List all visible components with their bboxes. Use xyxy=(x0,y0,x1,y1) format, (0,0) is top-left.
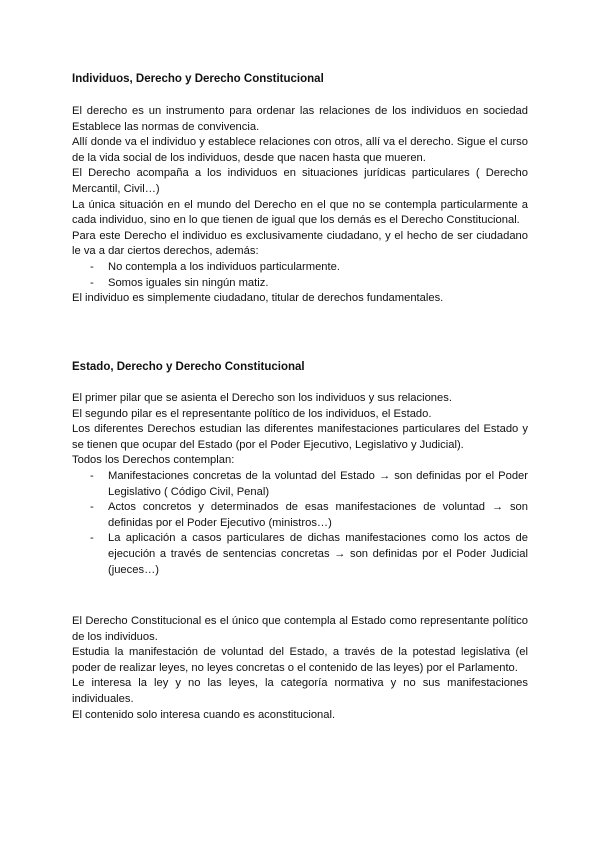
list-item xyxy=(72,531,528,578)
paragraph: El contenido solo interesa cuando es aconstitucional. xyxy=(72,708,336,721)
paragraph: El derecho es un instrumento para ordenar las relaciones de los individuos en sociedad Establece las normas de convivencia. xyxy=(72,105,528,133)
paragraph: Para este Derecho el individuo es exclusivamente ciudadano, y el hecho de ser ciudadano le va a dar ciertos derechos, además: xyxy=(72,229,528,258)
bullet-list xyxy=(72,260,528,291)
bullet-marker: - xyxy=(90,532,94,545)
section2-body xyxy=(72,391,528,578)
list-item-text: Somos iguales sin ningún matiz. xyxy=(108,276,269,289)
section1-body xyxy=(72,104,528,307)
paragraph: Los diferentes Derechos estudian las diferentes manifestaciones particulares del Estado y se tienen que ocupar del Estado (por el Poder Ejecutivo, Legislativo y Judicial). xyxy=(72,423,528,451)
paragraph: El primer pilar que se asienta el Derecho son los individuos y sus relaciones. xyxy=(72,392,452,404)
list-item xyxy=(72,260,528,276)
paragraph: El segundo pilar es el representante político de los individuos, el Estado. xyxy=(72,407,432,420)
section1-title: Individuos, Derecho y Derecho Constitucional xyxy=(72,73,324,85)
list-item-text: Manifestaciones concretas de la voluntad del Estado → son definidas por el Poder Legislativo ( Código Civil, Penal) xyxy=(108,469,528,498)
paragraph: El individuo es simplemente ciudadano, titular de derechos fundamentales. xyxy=(72,292,444,305)
paragraph: Allí donde va el individuo y establece relaciones con otros, allí va el derecho. Sigue el curso de la vida social de los individuos, desde que nacen hasta que mueren. xyxy=(72,136,528,164)
bullet-marker: - xyxy=(90,469,94,482)
list-item xyxy=(72,469,528,500)
paragraph: La única situación en el mundo del Derecho en el que no se contempla particularmente a cada individuo, sino en lo que tienen de igual que los demás es el Derecho Constitucional. xyxy=(72,198,528,227)
list-item xyxy=(72,500,528,531)
bullet-marker: - xyxy=(90,260,94,273)
paragraph: El Derecho acompaña a los individuos en situaciones jurídicas particulares ( Derecho Mercantil, Civil…) xyxy=(72,167,528,195)
paragraph: Todos los Derechos contemplan: xyxy=(72,454,235,467)
paragraph: Le interesa la ley y no las leyes, la categoría normativa y no sus manifestaciones individuales. xyxy=(72,677,528,705)
section2-title: Estado, Derecho y Derecho Constitucional xyxy=(72,361,305,373)
section2-closing xyxy=(72,614,528,723)
paragraph: El Derecho Constitucional es el único que contempla al Estado como representante político de los individuos. xyxy=(72,615,528,643)
list-item xyxy=(72,276,528,292)
list-item-text: Actos concretos y determinados de esas manifestaciones de voluntad → son definidas por el Poder Ejecutivo (ministros…) xyxy=(108,501,528,529)
list-item-text: No contempla a los individuos particularmente. xyxy=(108,260,340,273)
bullet-marker: - xyxy=(90,276,94,289)
bullet-marker: - xyxy=(90,501,94,514)
paragraph: Estudia la manifestación de voluntad del Estado, a través de la potestad legislativa (el poder de realizar leyes, no leyes concretas o el contenido de las leyes) por el Parlamento. xyxy=(72,646,528,674)
list-item-text: La aplicación a casos particulares de dichas manifestaciones como los actos de ejecución a través de sentencias concretas → son definidas por el Poder Judicial (jueces…) xyxy=(108,532,528,576)
bullet-list xyxy=(72,469,528,578)
